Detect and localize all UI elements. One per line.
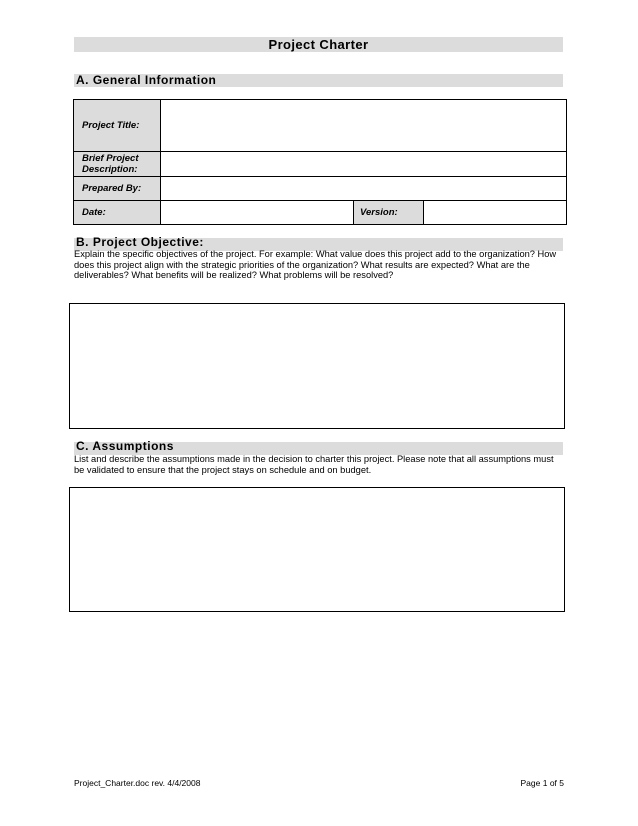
date-label: Date: <box>74 201 161 225</box>
brief-description-field[interactable] <box>161 152 567 177</box>
footer-file-info: Project_Charter.doc rev. 4/4/2008 <box>74 778 201 788</box>
section-a-title: A. General Information <box>76 73 217 87</box>
section-b-title: B. Project Objective: <box>76 235 204 249</box>
section-c-description: List and describe the assumptions made in the decision to charter this project. Please note that all assumptions must be validated to ensure that the project stays on schedule and on budget. <box>74 454 554 475</box>
general-information-table <box>73 99 567 225</box>
version-label: Version: <box>354 201 424 225</box>
prepared-by-field[interactable] <box>161 177 567 201</box>
document-title: Project Charter <box>74 37 563 52</box>
project-title-label: Project Title: <box>74 100 161 152</box>
footer-page-number: Page 1 of 5 <box>520 778 564 788</box>
section-c-title: C. Assumptions <box>76 439 174 453</box>
project-objective-textbox[interactable] <box>69 303 565 429</box>
date-field[interactable] <box>161 201 354 225</box>
prepared-by-label: Prepared By: <box>74 177 161 201</box>
assumptions-textbox[interactable] <box>69 487 565 612</box>
section-b-description: Explain the specific objectives of the project. For example: What value does this project add to the organization? How does this project align with the strategic priorities of the organization? What results are expected? What are the deliverables? What benefits will be realized? What problems will be resolved? <box>74 249 557 280</box>
brief-description-label: Brief Project Description: <box>74 152 161 177</box>
project-title-field[interactable] <box>161 100 567 152</box>
version-field[interactable] <box>424 201 567 225</box>
